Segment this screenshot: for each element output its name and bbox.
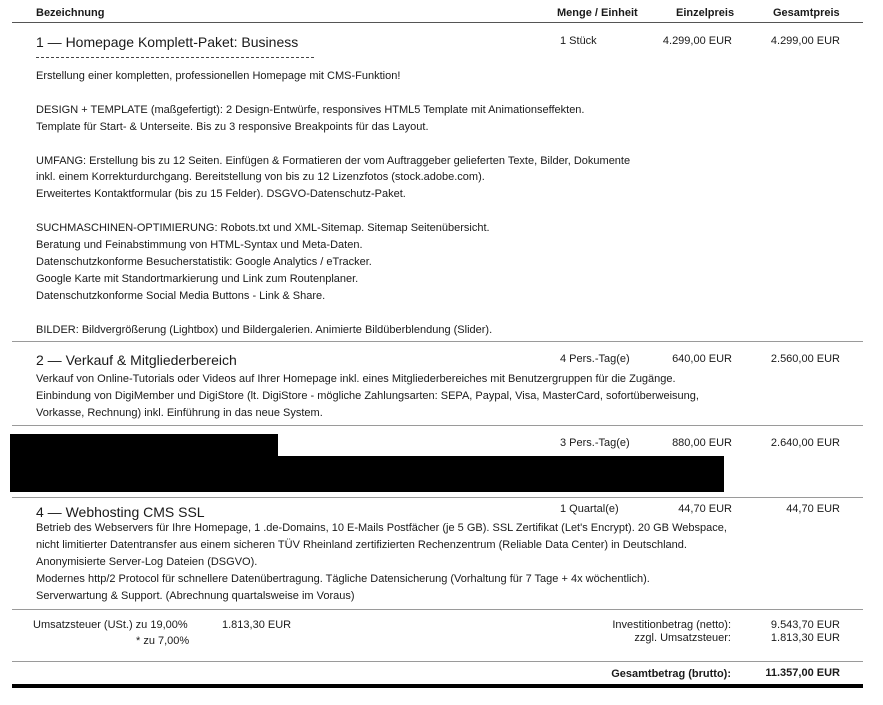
description-line: Erweitertes Kontaktformular (bis zu 15 Felder). DSGVO-Datenschutz-Paket. [36,188,406,201]
description-line: DESIGN + TEMPLATE (maßgefertigt): 2 Design-Entwürfe, responsives HTML5 Template mit Animationseffekten. [36,103,585,116]
item-description [36,520,727,605]
header-menge: Menge / Einheit [557,7,638,19]
row-divider [12,497,863,498]
item-description [36,371,699,422]
summary-divider [12,661,863,662]
net-amount-label: Investitionbetrag (netto): [612,619,731,631]
description-line: Einbindung von DigiMember und DigiStore (lt. DigiStore - mögliche Zahlungsarten: SEPA, Paypal, Visa, MasterCard, sofortüberweisung, [36,389,699,402]
description-line: BILDER: Bildvergrößerung (Lightbox) und Bildergalerien. Animierte Bildüberblendung (Slider). [36,323,493,336]
item-total-price: 2.640,00 EUR [770,437,840,449]
table-header [0,0,883,22]
item-total-price: 4.299,00 EUR [770,35,840,47]
row-divider [12,425,863,426]
header-einzelpreis: Einzelpreis [676,7,735,19]
row-divider [12,341,863,342]
description-line: UMFANG: Erstellung bis zu 12 Seiten. Einfügen & Formatieren der vom Auftraggeber gelieferten Texte, Bilder, Dokumente [36,154,631,167]
item-total-price: 44,70 EUR [786,503,840,515]
description-line: Template für Start- & Unterseite. Bis zu 3 responsive Breakpoints für das Layout. [36,120,429,133]
item-quantity: 1 Stück [560,35,597,47]
redaction-block [10,434,278,458]
description-line: Serverwartung & Support. (Abrechnung quartalsweise im Voraus) [36,589,355,602]
description-line: inkl. einem Korrekturdurchgang. Bereitstellung von bis zu 12 Lizenzfotos (stock.adobe.com). [36,171,485,184]
net-amount-value: 9.543,70 EUR [770,619,840,631]
gross-amount-value: 11.357,00 EUR [765,667,840,679]
header-bezeichnung: Bezeichnung [36,7,105,19]
tax-rate-reduced-label: * zu 7,00% [136,635,190,647]
description-line: Datenschutzkonforme Besucherstatistik: Google Analytics / eTracker. [36,255,372,268]
item-quantity: 4 Pers.-Tag(e) [560,353,630,365]
dashed-separator [36,57,314,58]
description-line: Betrieb des Webservers für Ihre Homepage, 1 .de-Domains, 10 E-Mails Postfächer (je 5 GB). SSL Zertifikat (Let's Encrypt). 20 GB Webspace, [36,522,727,534]
header-divider [12,22,863,23]
tax-rate-label: Umsatzsteuer (USt.) zu 19,00% [33,619,188,631]
item-unit-price: 44,70 EUR [678,503,732,515]
item-unit-price: 880,00 EUR [672,437,732,449]
description-line: Datenschutzkonforme Social Media Buttons - Link & Share. [36,289,326,302]
description-line: Verkauf von Online-Tutorials oder Videos auf Ihrer Homepage inkl. eines Mitgliederbereiches mit Benutzergruppen für die Zugänge. [36,373,676,385]
description-line: Beratung und Feinabstimmung von HTML-Syntax und Meta-Daten. [36,239,363,252]
description-line: Google Karte mit Standortmarkierung und Link zum Routenplaner. [36,272,359,285]
description-line: nicht limitierter Datentransfer aus einem sicheren TÜV Rheinland zertifizierten Rechenzentrum (Reliable Data Center) in Deutschland. [36,538,687,551]
description-line: Anonymisierte Server-Log Dateien (DSGVO). [36,555,258,568]
row-divider [12,609,863,610]
tax-total-value: 1.813,30 EUR [770,632,840,644]
item-unit-price: 640,00 EUR [672,353,732,365]
item-quantity: 1 Quartal(e) [560,503,619,515]
item-unit-price: 4.299,00 EUR [662,35,732,47]
bottom-rule [12,684,863,688]
item-quantity: 3 Pers.-Tag(e) [560,437,630,449]
description-line: Erstellung einer kompletten, professionellen Homepage mit CMS-Funktion! [36,70,401,82]
description-line: SUCHMASCHINEN-OPTIMIERUNG: Robots.txt und XML-Sitemap. Sitemap Seitenübersicht. [36,222,490,235]
item-title: 1 — Homepage Komplett-Paket: Business [36,34,299,50]
description-line: Vorkasse, Rechnung) inkl. Einführung in das neue System. [36,406,323,419]
item-title: 4 — Webhosting CMS SSL [36,504,205,520]
item-total-price: 2.560,00 EUR [770,353,840,365]
item-title: 2 — Verkauf & Mitgliederbereich [36,352,237,368]
redaction-block [10,456,724,492]
description-line: Modernes http/2 Protocol für schnellere Datenübertragung. Tägliche Datensicherung (Vorhaltung für 7 Tage + 4x wöchentlich). [36,572,650,585]
item-description [36,68,630,338]
tax-total-label: zzgl. Umsatzsteuer: [634,632,731,644]
tax-amount: 1.813,30 EUR [222,619,292,631]
header-gesamtpreis: Gesamtpreis [773,7,840,19]
gross-amount-label: Gesamtbetrag (brutto): [611,668,731,680]
